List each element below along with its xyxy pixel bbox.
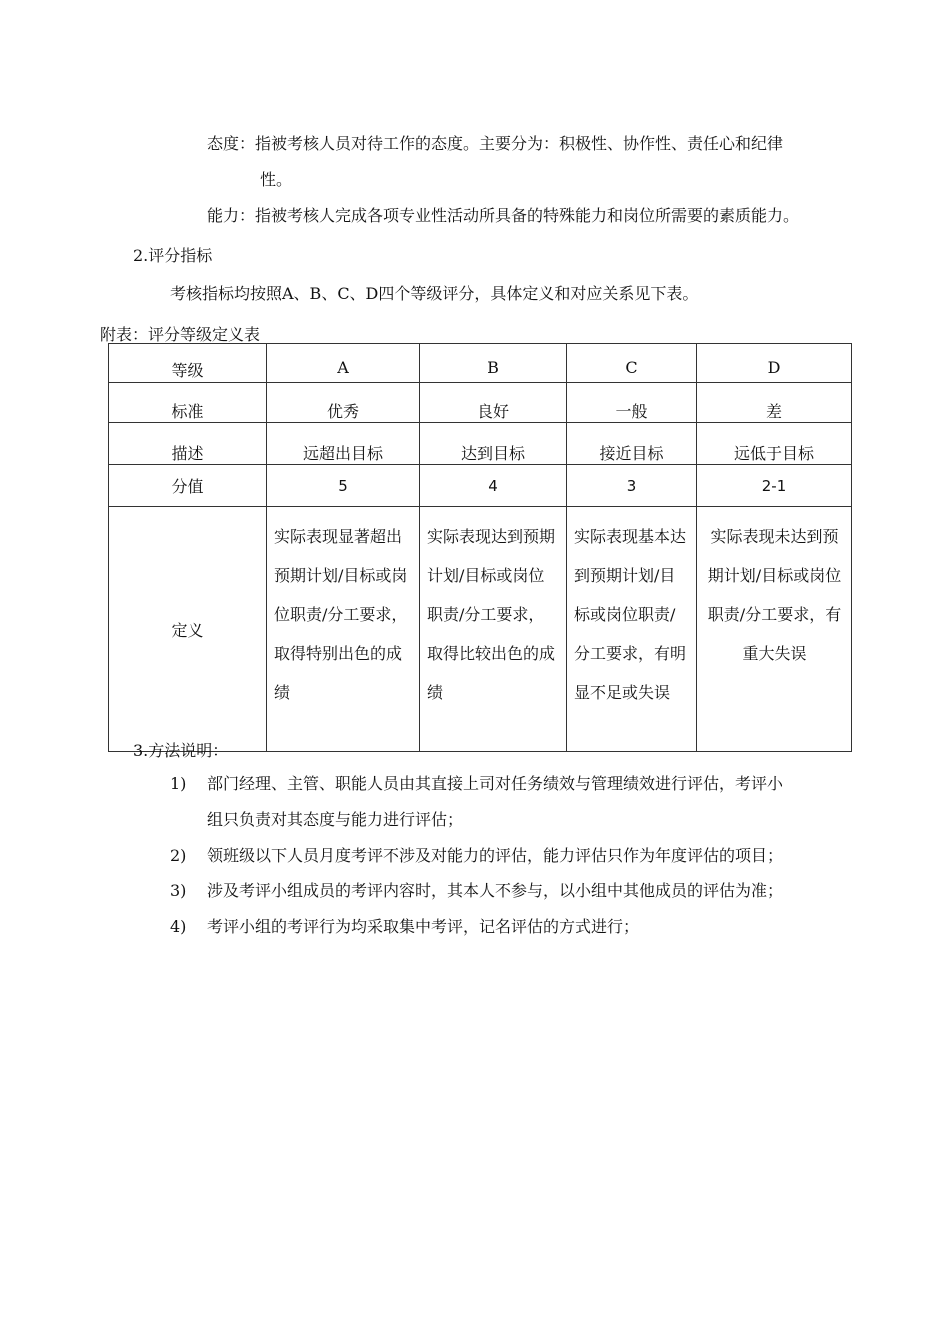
score-c: 3 — [567, 465, 697, 507]
attitude-line-2: 性。 — [260, 170, 293, 189]
standard-b: 良好 — [420, 383, 567, 423]
section-3-heading: 3.方法说明： — [133, 741, 229, 760]
row-label-grade: 等级 — [109, 344, 267, 383]
table-row-description — [109, 423, 852, 465]
grade-c: C — [567, 344, 697, 383]
standard-a: 优秀 — [267, 383, 420, 423]
list-item-text-continued: 组只负责对其态度与能力进行评估； — [207, 810, 464, 829]
table-row-definition — [109, 507, 852, 752]
score-d: 2-1 — [697, 465, 852, 507]
description-c: 接近目标 — [567, 423, 697, 465]
attitude-line-1: 态度：指被考核人员对待工作的态度。主要分为：积极性、协作性、责任心和纪律 — [207, 134, 784, 153]
row-label-description: 描述 — [109, 423, 267, 465]
score-b: 4 — [420, 465, 567, 507]
row-label-score: 分值 — [109, 465, 267, 507]
grade-definition-table — [108, 343, 852, 752]
definition-b: 实际表现达到预期计划/目标或岗位职责/分工要求，取得比较出色的成绩 — [420, 507, 567, 752]
table-caption: 附表：评分等级定义表 — [100, 325, 261, 344]
row-label-definition: 定义 — [109, 507, 267, 752]
table-row-standard — [109, 383, 852, 423]
table-row-grade — [109, 344, 852, 383]
standard-c: 一般 — [567, 383, 697, 423]
list-item-text: 领班级以下人员月度考评不涉及对能力的评估，能力评估只作为年度评估的项目； — [207, 846, 784, 865]
standard-d: 差 — [697, 383, 852, 423]
row-label-standard: 标准 — [109, 383, 267, 423]
definition-d: 实际表现未达到预期计划/目标或岗位职责/分工要求，有重大失误 — [697, 507, 852, 752]
ability-paragraph: 能力：指被考核人完成各项专业性活动所具备的特殊能力和岗位所需要的素质能力。 — [207, 206, 800, 225]
list-item-text: 涉及考评小组成员的考评内容时，其本人不参与，以小组中其他成员的评估为准； — [207, 881, 784, 900]
list-item-number: 4) — [170, 917, 187, 936]
table-row-score — [109, 465, 852, 507]
section-2-intro: 考核指标均按照A、B、C、D四个等级评分，具体定义和对应关系见下表。 — [170, 284, 699, 303]
list-item-number: 2) — [170, 846, 187, 865]
list-item-number: 1) — [170, 774, 187, 793]
grade-a: A — [267, 344, 420, 383]
grade-d: D — [697, 344, 852, 383]
definition-c: 实际表现基本达到预期计划/目标或岗位职责/分工要求，有明显不足或失误 — [567, 507, 697, 752]
grade-b: B — [420, 344, 567, 383]
score-a: 5 — [267, 465, 420, 507]
definition-a: 实际表现显著超出预期计划/目标或岗位职责/分工要求，取得特别出色的成绩 — [267, 507, 420, 752]
section-2-heading: 2.评分指标 — [133, 246, 213, 265]
list-item-text: 部门经理、主管、职能人员由其直接上司对任务绩效与管理绩效进行评估，考评小 — [207, 774, 784, 793]
list-item-number: 3) — [170, 881, 187, 900]
description-a: 远超出目标 — [267, 423, 420, 465]
description-b: 达到目标 — [420, 423, 567, 465]
description-d: 远低于目标 — [697, 423, 852, 465]
list-item-text: 考评小组的考评行为均采取集中考评，记名评估的方式进行； — [207, 917, 640, 936]
